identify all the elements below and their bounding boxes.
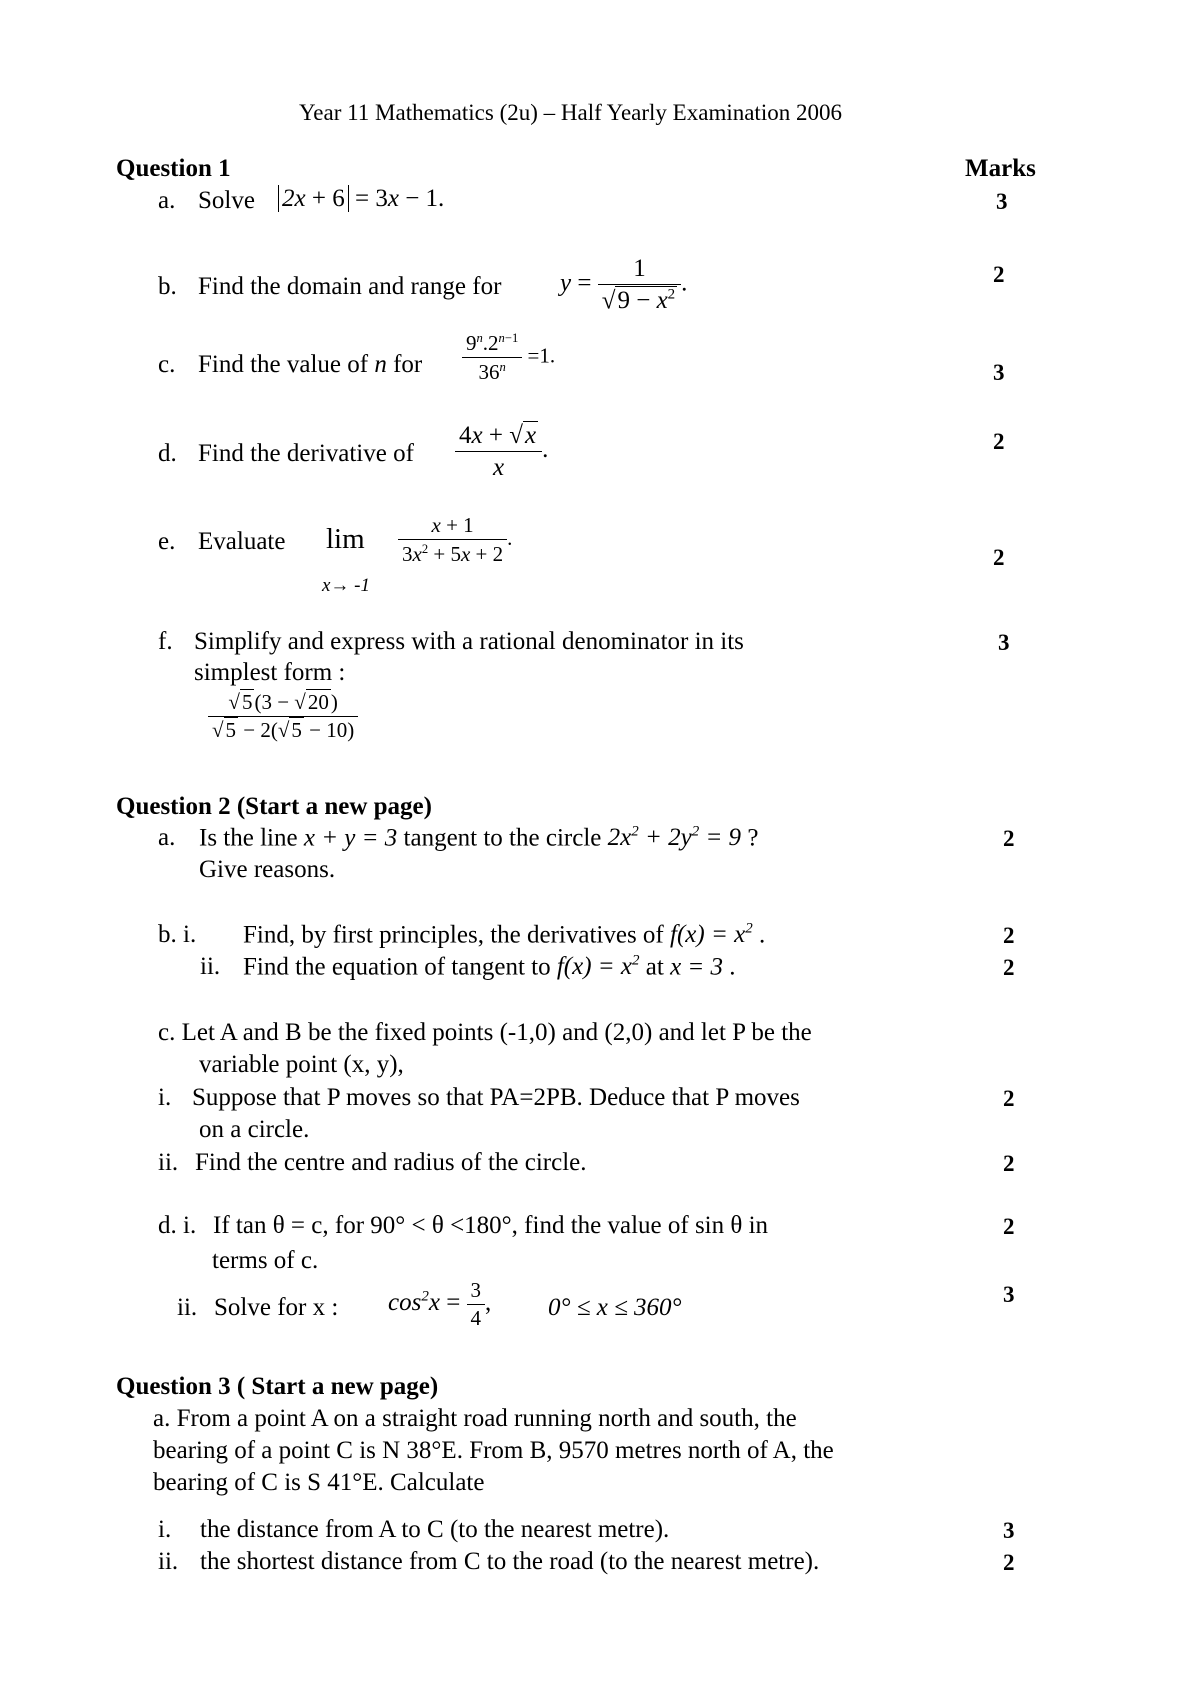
q3-i-letter: i.	[158, 1516, 172, 1543]
q2a-line: Is the line x + y = 3 tangent to the circle $2x^2 + 2y^2 = 9$ ?	[199, 824, 759, 852]
q2c-ii-mark: 2	[1003, 1151, 1015, 1176]
q3-ii-letter: ii.	[158, 1548, 179, 1575]
q1d-equation: $\frac{4x + √x}{x}$ .	[455, 423, 548, 480]
q2a-line2: Give reasons.	[199, 856, 336, 883]
q1e-lim-subscript: x→ -1	[322, 575, 371, 596]
q1f-mark: 3	[998, 630, 1010, 655]
q1b-mark: 2	[993, 262, 1005, 287]
q1b-text: Find the domain and range for	[198, 273, 502, 300]
q3-ii-text: the shortest distance from C to the road (to the nearest metre).	[200, 1548, 820, 1575]
q1d-mark: 2	[993, 429, 1005, 454]
q1a-text: Solve	[198, 187, 255, 214]
q1e-letter: e.	[158, 528, 176, 555]
q1c-var: n	[374, 351, 387, 378]
q1c-equation: $\frac{9^n.2^{n-1}}{36^n}$ =1.	[462, 332, 555, 383]
q2a-text-before: Is the line	[199, 824, 298, 852]
q1c-text-group	[198, 352, 422, 377]
q2b-ii-at: at	[645, 953, 664, 981]
q2c-intro-line2: variable point (x, y),	[199, 1051, 404, 1078]
q1a-equation: 2x + 6 = 3x − 1.	[278, 186, 444, 211]
q2d-ii-mark: 3	[1003, 1282, 1015, 1307]
q2d-i-line1: If tan θ = c, for 90° < θ <180°, find the value of sin θ in	[213, 1212, 769, 1239]
q3a-line3: bearing of C is S 41°E. Calculate	[153, 1469, 485, 1496]
q2b-ii-mark: 2	[1003, 955, 1015, 980]
q1d-letter: d.	[158, 440, 177, 467]
q2c-i-mark: 2	[1003, 1086, 1015, 1111]
q2b-ii-text: Find the equation of tangent to	[243, 953, 551, 981]
q2c-i-line2: on a circle.	[199, 1116, 310, 1143]
q2d-i-mark: 2	[1003, 1214, 1015, 1239]
q3a-line1: a. From a point A on a straight road running north and south, the	[153, 1405, 797, 1432]
q1b-equation: y = $\frac{1}{√9 - x^2}$ .	[560, 255, 688, 315]
q1f-line2: simplest form :	[194, 659, 346, 686]
q2c-i-letter: i.	[158, 1084, 172, 1111]
page-title: Year 11 Mathematics (2u) – Half Yearly Examination 2006	[299, 100, 842, 125]
question-3-heading: Question 3 ( Start a new page)	[116, 1373, 439, 1400]
q2d-ii-letter: ii.	[177, 1294, 198, 1321]
q2c-ii-letter: ii.	[158, 1149, 179, 1176]
question-2-heading: Question 2 (Start a new page)	[116, 793, 432, 820]
q2b-i-letter: b. i.	[158, 921, 197, 948]
q1a-mark: 3	[996, 189, 1008, 214]
q1c-text-before: Find the value of	[198, 351, 369, 378]
question-1-heading: Question 1	[116, 155, 231, 182]
q1c-text-after: for	[393, 351, 423, 378]
q2b-ii-letter: ii.	[200, 953, 221, 980]
q3-ii-mark: 2	[1003, 1550, 1015, 1575]
q1f-equation: $\frac{√5(3 - √20)}{√5 - 2(√5 - 10)}$	[208, 692, 358, 741]
q1f-line1: Simplify and express with a rational denominator in its	[194, 628, 744, 655]
q2d-ii-equation: $\cos^2x$ = $\frac{3}{4}$ ,	[388, 1278, 492, 1330]
q1f-letter: f.	[158, 628, 173, 655]
q1e-text: Evaluate	[198, 528, 286, 555]
q2c-i-line1: Suppose that P moves so that PA=2PB. Deduce that P moves	[192, 1084, 800, 1111]
q3-i-mark: 3	[1003, 1518, 1015, 1543]
q1c-mark: 3	[993, 360, 1005, 385]
q2d-i-line2: terms of c.	[212, 1247, 319, 1274]
q2a-letter: a.	[158, 824, 176, 851]
q2b-i-text: Find, by first principles, the derivatives of	[243, 921, 664, 949]
q2d-ii-range: 0° ≤ x ≤ 360°	[548, 1294, 682, 1321]
q1c-letter: c.	[158, 351, 176, 378]
q3-i-text: the distance from A to C (to the nearest metre).	[200, 1516, 670, 1543]
q2c-ii-text: Find the centre and radius of the circle.	[195, 1149, 587, 1176]
sqrt-symbol: $√9 - x^2$	[601, 287, 676, 315]
q2d-ii-text: Solve for x :	[214, 1294, 339, 1321]
q2b-i-line: Find, by first principles, the derivatives of $f(x) = x^2$ .	[243, 921, 766, 949]
q3a-line2: bearing of a point C is N 38°E. From B, 9570 metres north of A, the	[153, 1437, 834, 1464]
q1e-equation: $\frac{x + 1}{3x^2 + 5x + 2}$ .	[398, 515, 512, 565]
marks-heading: Marks	[965, 155, 1036, 182]
q2a-mark: 2	[1003, 826, 1015, 851]
q2b-i-mark: 2	[1003, 923, 1015, 948]
q2a-text-mid: tangent to the circle	[403, 824, 602, 852]
q1d-text: Find the derivative of	[198, 440, 414, 467]
q1e-lim: lim	[326, 523, 365, 555]
q1e-mark: 2	[993, 545, 1005, 570]
absolute-value-bars: 2x + 6	[278, 185, 349, 212]
q1b-letter: b.	[158, 273, 177, 300]
q2d-i-letter: d. i.	[158, 1212, 197, 1239]
q1a-letter: a.	[158, 187, 176, 214]
q2c-intro-line1: c. Let A and B be the fixed points (-1,0) and (2,0) and let P be the	[158, 1019, 812, 1046]
q2b-ii-line: Find the equation of tangent to $f(x) = x^2$ at x = 3 .	[243, 953, 736, 981]
